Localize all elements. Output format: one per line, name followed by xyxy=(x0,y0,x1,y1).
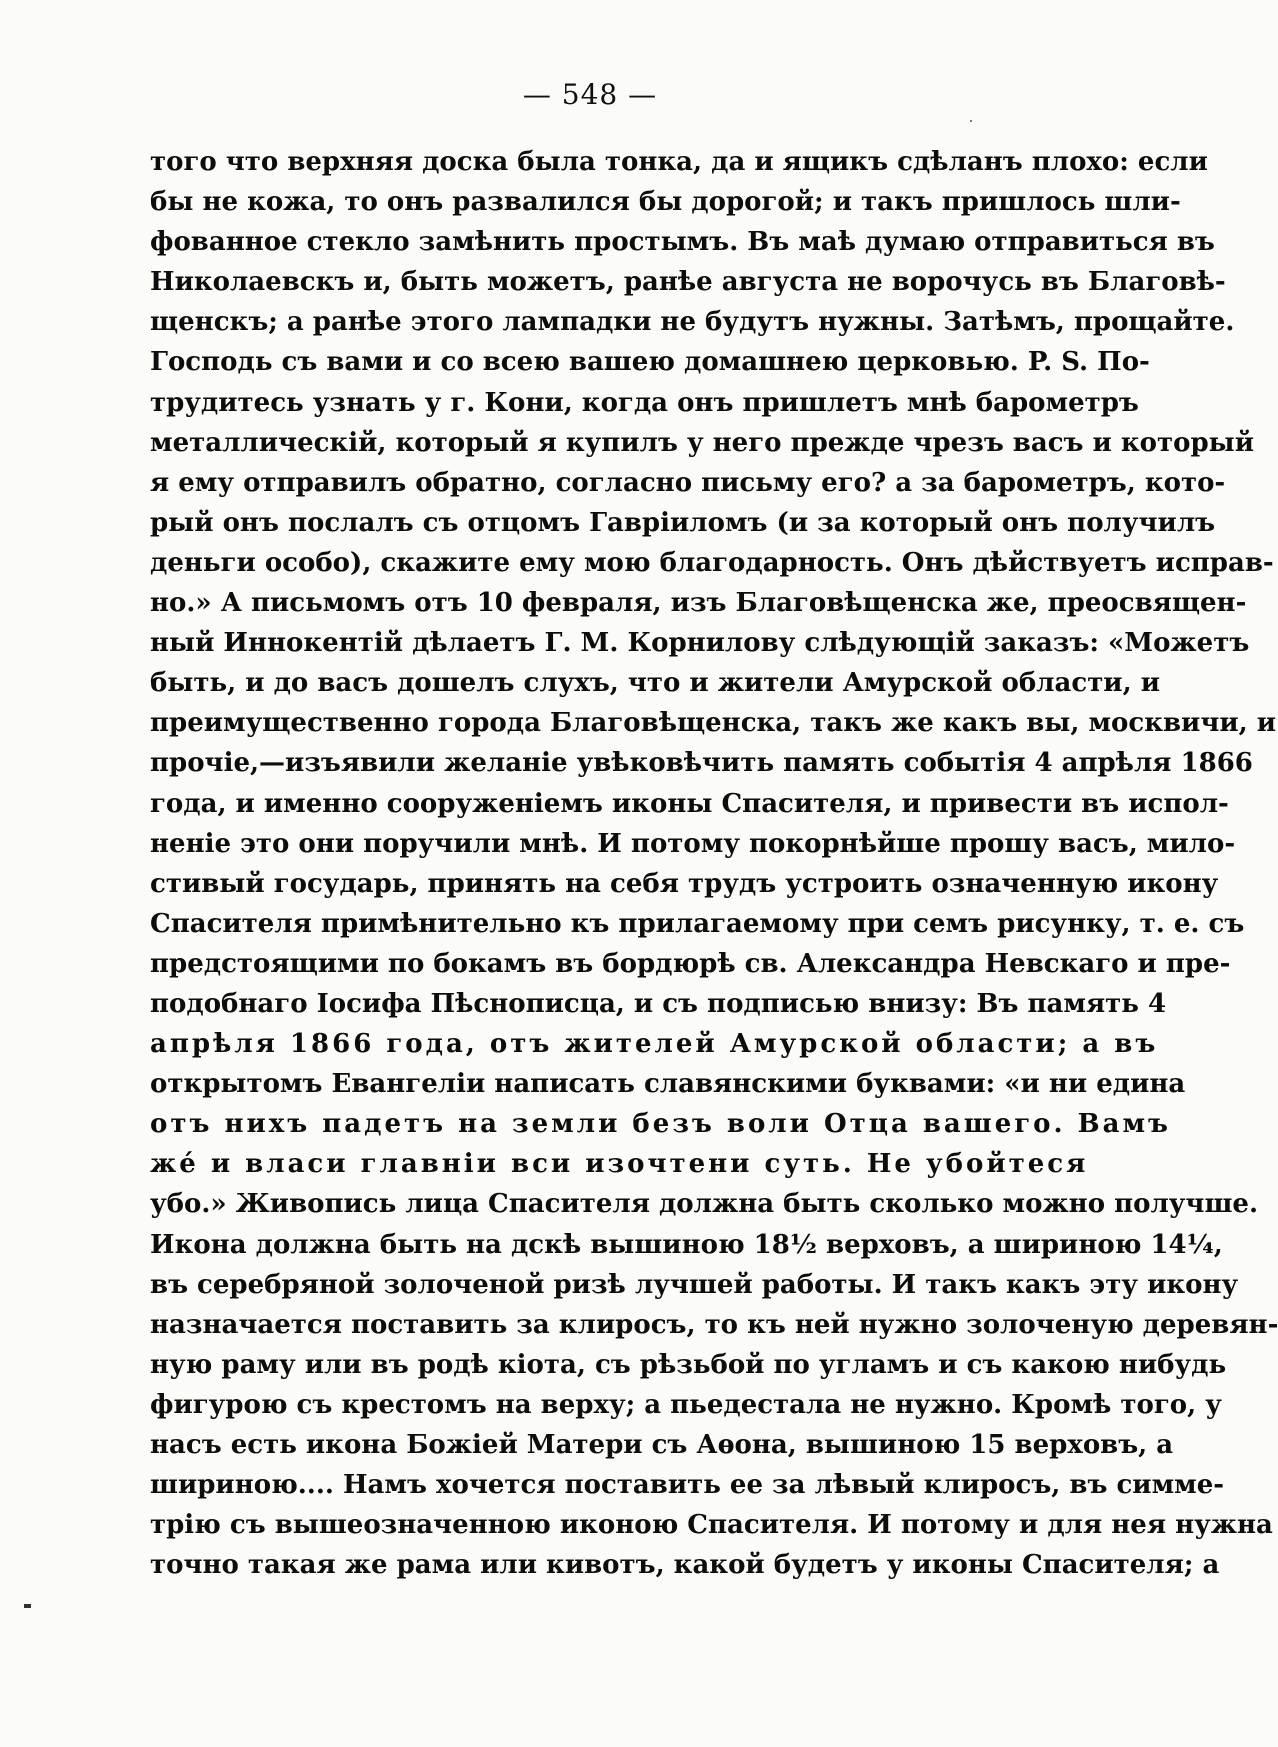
text-line: Господь съ вами и со всею вашею домашнею церковью. P. S. По- xyxy=(150,347,1150,378)
text-line: щенскъ; а ранѣе этого лампадки не будутъ нужны. Затѣмъ, прощайте. xyxy=(150,307,1235,338)
text-line: точно такая же рама или кивотъ, какой будетъ у иконы Спасителя; а xyxy=(150,1550,1220,1581)
text-line: неніе это они поручили мнѣ. И потому покорнѣйше прошу васъ, мило- xyxy=(150,828,1236,859)
text-line-spaced: отъ нихъ падетъ на земли безъ воли Отца вашего. Вамъ xyxy=(150,1109,1171,1140)
text-line: стивый государь, принять на себя трудъ устроить означенную икону xyxy=(150,868,1219,899)
text-line: Спасителя примѣнительно къ прилагаемому при семъ рисунку, т. е. съ xyxy=(150,908,1245,939)
text-line: ную раму или въ родѣ кіота, съ рѣзьбой по угламъ и съ какою нибудь xyxy=(150,1349,1227,1380)
text-line: Икона должна быть на дскѣ вышиною 18½ верховъ, а шириною 14¼, xyxy=(150,1229,1223,1260)
text-line: трію съ вышеозначенною иконою Спасителя. И потому и для нея нужна xyxy=(150,1510,1273,1541)
text-line: металлическій, который я купилъ у него прежде чрезъ васъ и который xyxy=(150,427,1254,458)
text-line: фигурою съ крестомъ на верху; а пьедестала не нужно. Кромѣ того, у xyxy=(150,1389,1222,1420)
text-line: назначается поставить за клиросъ, то къ ней нужно золоченую деревян- xyxy=(150,1309,1278,1340)
text-line: того что верхняя доска была тонка, да и ящикъ сдѣланъ плохо: если xyxy=(150,147,1208,177)
text-line: бы не кожа, то онъ развалился бы дорогой; и такъ пришлось шли- xyxy=(150,187,1181,218)
text-line-spaced: же́ и власи главніи вси изочтени суть. Не убойтеся xyxy=(150,1149,1089,1180)
margin-mark xyxy=(24,1604,31,1608)
text-line: въ серебряной золоченой ризѣ лучшей работы. И такъ какъ эту икону xyxy=(150,1269,1239,1300)
text-line: я ему отправилъ обратно, согласно письму его? а за барометръ, кото- xyxy=(150,467,1226,498)
page-number: — 548 — xyxy=(522,78,658,111)
text-line: рый онъ послалъ съ отцомъ Гавріиломъ (и за который онъ получилъ xyxy=(150,507,1216,538)
text-line: прочіе,—изъявили желаніе увѣковѣчить память событія 4 апрѣля 1866 xyxy=(150,748,1253,779)
body-text xyxy=(150,142,1278,1585)
text-line: года, и именно сооруженіемъ иконы Спасителя, и привести въ испол- xyxy=(150,788,1229,819)
text-line: быть, и до васъ дошелъ слухъ, что и жители Амурской области, и xyxy=(150,668,1160,699)
text-line: ный Иннокентій дѣлаетъ Г. М. Корнилову слѣдующій заказъ: «Можетъ xyxy=(150,628,1250,659)
text-line: деньги особо), скажите ему мою благодарность. Онъ дѣйствуетъ исправ- xyxy=(150,547,1274,578)
text-line: Николаевскъ и, быть можетъ, ранѣе августа не ворочусь въ Благовѣ- xyxy=(150,267,1226,298)
text-line: насъ есть икона Божіей Матери съ Аѳона, вышиною 15 верховъ, а xyxy=(150,1430,1174,1460)
text-line-spaced: апрѣля 1866 года, отъ жителей Амурской области; а въ xyxy=(150,1029,1159,1060)
text-line: подобнаго Іосифа Пѣснописца, и съ подписью внизу: Въ память 4 xyxy=(150,988,1167,1019)
text-line: трудитесь узнать у г. Кони, когда онъ пришлетъ мнѣ барометръ xyxy=(150,387,1139,418)
text-line: шириною.... Намъ хочется поставить ее за лѣвый клиросъ, въ симме- xyxy=(150,1470,1225,1501)
text-line: предстоящими по бокамъ въ бордюрѣ св. Александра Невскаго и пре- xyxy=(150,948,1231,979)
text-line: открытомъ Евангеліи написать славянскими буквами: «и ни едина xyxy=(150,1069,1186,1100)
text-line: фованное стекло замѣнить простымъ. Въ маѣ думаю отправиться въ xyxy=(150,227,1215,258)
print-speck xyxy=(970,120,972,122)
text-line: убо.» Живопись лица Спасителя должна быть сколько можно получше. xyxy=(150,1189,1258,1220)
text-line: преимущественно города Благовѣщенска, такъ же какъ вы, москвичи, и xyxy=(150,708,1277,739)
text-line: но.» А письмомъ отъ 10 февраля, изъ Благовѣщенска же, преосвящен- xyxy=(150,588,1247,619)
